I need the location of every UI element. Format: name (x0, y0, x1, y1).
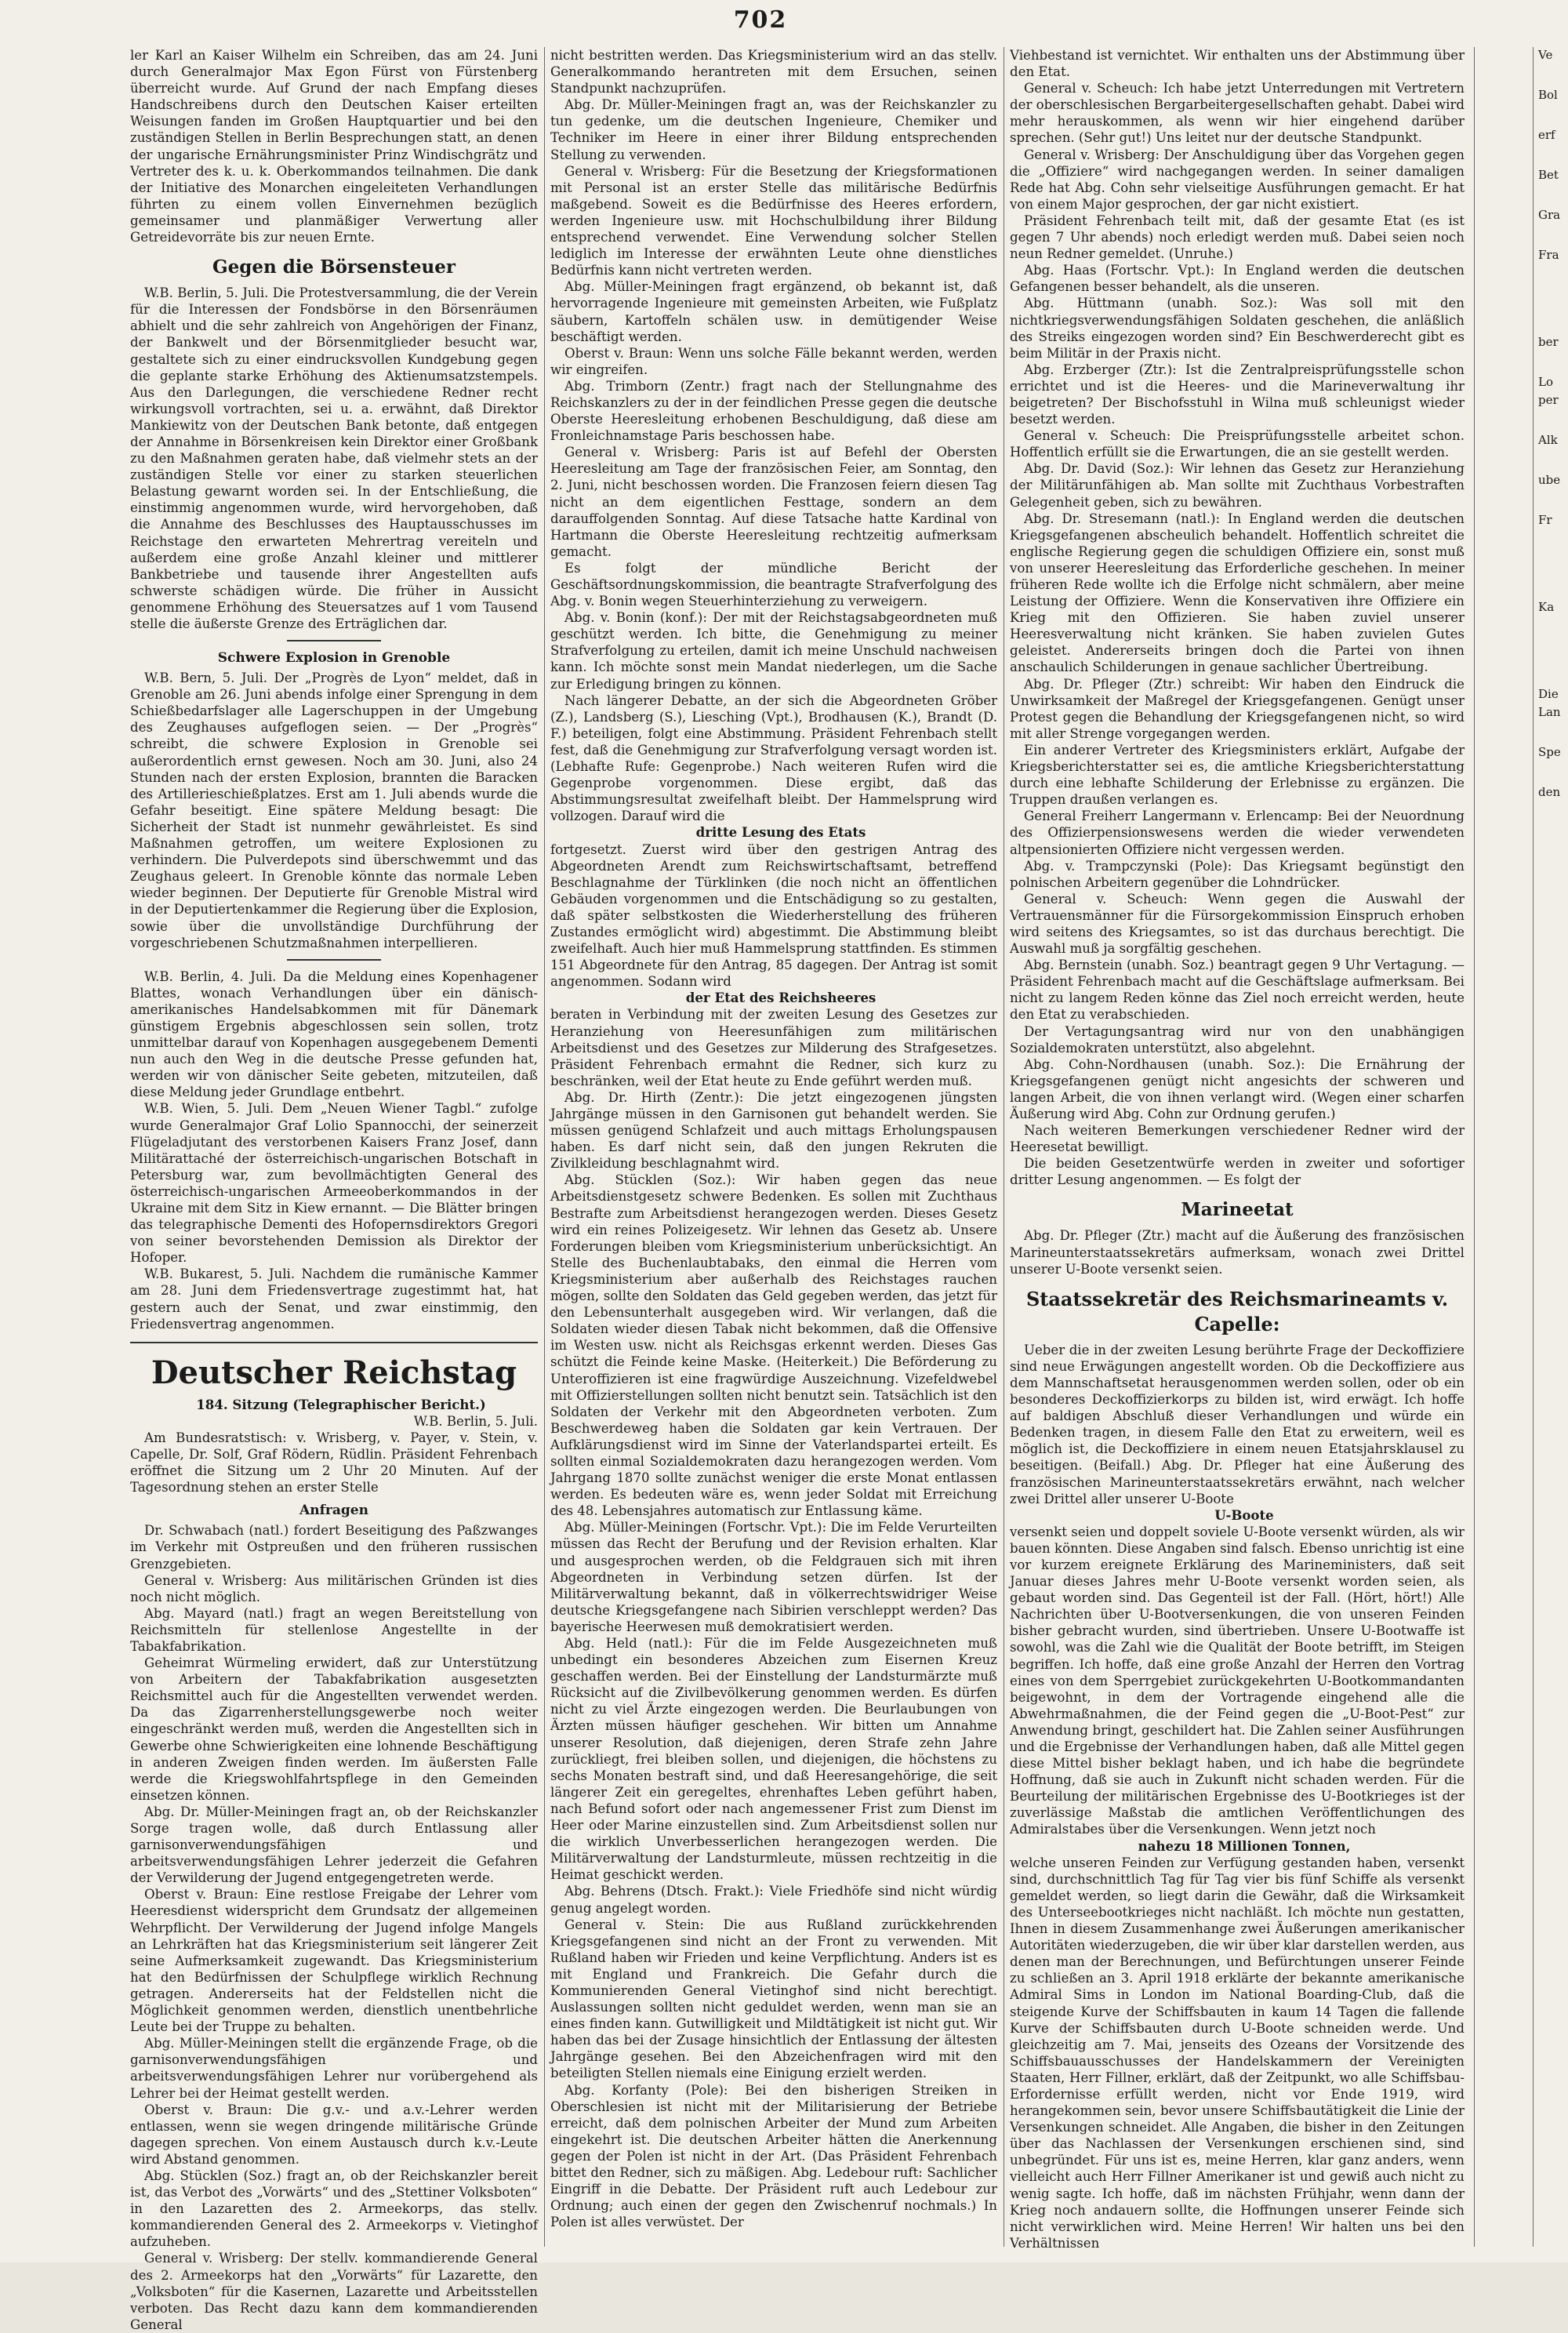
speech-paragraph: General v. Scheuch: Die Preisprüfungsstelle arbeitet schon. Hoffentlich erfüllt sie die Erwartungen, die an sie gestellt werden. (1010, 428, 1465, 460)
speech-paragraph: Nach längerer Debatte, an der sich die Abgeordneten Gröber (Z.), Landsberg (S.), Liesching (Vpt.), Brodhausen (K.), Brandt (D. F.) beteiligen, folgt eine Abstimmung. Präsident Fehrenbach stellt fest, daß die Genehmigung zur Strafverfolgung versagt worden ist. (Lebhafte Rufe: Gegenprobe.) Nach weiteren Rufen wird die Gegenprobe vorgenommen. Diese ergibt, daß das Abstimmungsresultat zweifelhaft bleibt. Der Hammelsprung wird vollzogen. Darauf wird die (550, 692, 997, 824)
speech-paragraph: Oberst v. Braun: Die g.v.- und a.v.-Lehrer werden entlassen, wenn sie wegen dringende militärische Gründe dagegen sprechen. Von einem Austausch durch k.v.-Leute wird Abstand genommen. (130, 2102, 538, 2167)
article-kopenhagen: W.B. Berlin, 4. Juli. Da die Meldung eines Kopenhagener Blattes, wonach Verhandlungen über ein dänisch-amerikanisches Handelsabkommen mit für Dänemark günstigem Ergebnis abgeschlossen sein sollen, trotz unmittelbar darauf von Kopenhagen ausgegebenem Dementi nun auch den Weg in die deutsche Presse gefunden hat, werden wir von dänischer Seite gebeten, mitzuteilen, daß diese Meldung jeder Grundlage entbehrt. (130, 968, 538, 1100)
headline-boersensteuer: Gegen die Börsensteuer (212, 256, 456, 278)
edge-fragment: ber (1538, 335, 1559, 349)
speech-paragraph: Geheimrat Würmeling erwidert, daß zur Unterstützung von Arbeitern der Tabakfabrikation ausgesetzten Reichsmittel auch für die Angestellten verwendet werden. Da das Zigarrenherstellungsgewerbe noch weiter eingeschränkt werden muß, werden die Angestellten sich in Gewerbe ohne Schwierigkeiten eine lohnende Beschäftigung in anderen Zweigen finden werden. Im äußersten Falle werde die Kriegswohlfahrtspflege in den Gemeinden einsetzen können. (130, 1655, 538, 1803)
speech-paragraph: Abg. Müller-Meiningen fragt ergänzend, ob bekannt ist, daß hervorragende Ingenieure mit gemeinsten Arbeiten, wie Fußplatz säubern, Kartoffeln schälen usw. in demütigender Weise beschäftigt werden. (550, 279, 997, 344)
speech-paragraph: General v. Wrisberg: Der stellv. kommandierende General des 2. Armeekorps hat den „Vorwärts“ für Lazarette, den „Volksboten“ für die Kasernen, Lazarette und Arbeitsstellen verboten. Das Recht dazu kann dem kommandierenden General (130, 2251, 538, 2332)
article-continuation: ler Karl an Kaiser Wilhelm ein Schreiben, das am 24. Juni durch Generalmajor Max Egon Fürst von Fürstenberg überreicht wurde. Auf Grund der nach Empfang dieses Handschreibens durch den Deutschen Kaiser erteilten Weisungen fanden im Großen Hauptquartier und bei den zuständigen Stellen in Berlin Besprechungen statt, an denen der ungarische Ernährungsminister Prinz Windischgrätz und Vertreter des k. u. k. Oberkommandos teilnahmen. Die dank der Initiative des Monarchen eingeleiteten Verhandlungen führten zu einem vollen Einvernehmen bezüglich gemeinsamer und planmäßiger Verwertung aller Getreidevorräte bis zur neuen Ernte. (130, 48, 538, 245)
edge-fragment: Bol (1538, 88, 1558, 102)
headline-reichstag: Deutscher Reichstag (151, 1354, 517, 1391)
edge-fragment: erf (1538, 128, 1555, 142)
article-bukarest: W.B. Bukarest, 5. Juli. Nachdem die rumänische Kammer am 28. Juni dem Friedensvertrage zugestimmt hat, hat gestern auch der Senat, und zwar einstimmig, den Friedensvertrag angenommen. (130, 1266, 538, 1332)
speech-paragraph: Abg. v. Bonin (konf.): Der mit der Reichstagsabgeordneten muß geschützt werden. Ich bitte, die Genehmigung zu meiner Strafverfolgung zu erteilen, damit ich meine Unschuld nachweisen kann. Ich möchte sonst mein Mandat niederlegen, um die Sache zur Erledigung bringen zu können. (550, 610, 997, 692)
speech-paragraph: nicht bestritten werden. Das Kriegsministerium wird an das stellv. Generalkommando herantreten mit dem Ersuchen, seinen Standpunkt nachzuprüfen. (550, 48, 997, 96)
speech-paragraph: General v. Stein: Die aus Rußland zurückkehrenden Kriegsgefangenen sind nicht an der Front zu verwenden. Mit Rußland haben wir Frieden und keine Verpflichtung. Anders ist es mit England und Frankreich. Die Gefahr durch die Kommunierenden General Vietinghof sind nicht berechtigt. Auslassungen sollten nicht geduldet werden, wenn man sie an eines finden kann. Gutwilligkeit und Mildtätigkeit ist nicht gut. Wir haben das bei der Zusage hinsichtlich der Entlassung der ältesten Jahrgänge gesehen. Bei den Abzeichenfragen wird mit den beteiligten Stellen niemals eine Einigung erzielt werden. (550, 1917, 997, 2081)
speech-paragraph: welche unseren Feinden zur Verfügung gestanden haben, versenkt sind, durchschnittlich Tag für Tag vier bis fünf Schiffe als versenkt gemeldet werden, so liegt darin die Gewähr, daß die Wirksamkeit des Unterseebootkrieges nicht nachläßt. Ich möchte nun gestatten, Ihnen in diesem Zusammenhange zwei Äußerungen amerikanischer Autoritäten wiederzugeben, die wir über klar darstellen werden, aus denen man der Berechnungen, und Befürchtungen unserer Feinde zu schließen an 3. April 1918 erklärte der bekannte amerikanische Admiral Sims in London im National Boarding-Club, daß die steigende Kurve der Schiffsbauten in kaum 14 Tagen die fallende Kurve der Schiffsbauten durch U-Boote schneiden werde. Und gleichzeitig am 7. Mai, jenseits des Ozeans der Vorsitzende des Schiffsbauausschusses der Handelskammern der Vereinigten Staaten, Herr Fillner, erklärt, daß der Zeitpunkt, wo alle Schiffsbau-Erfordernisse erfüllt werden, nicht vor Ende 1919, wird herangekommen sein, bevor unsere Schiffsbautätigkeit die Linie der Versenkungen schneidet. Alle Angaben, die bisher in den Zeitungen über das Nachlassen der Versenkungen erschienen sind, sind unbegründet. Für uns ist es, meine Herren, klar ganz anders, wenn vielleicht auch Herr Fillner Amerikaner ist und gewiß auch nicht zu wenig sagte. Ich hoffe, daß im nächsten Frühjahr, wenn dann der Krieg noch andauern sollte, die Hoffnungen unserer Feinde sich nicht verwirklichen wird. Meine Herren! Wir halten uns bei den Verhältnissen (1010, 1855, 1465, 2251)
edge-fragment: Die (1538, 687, 1559, 701)
headline-anfragen: Anfragen (299, 1503, 368, 1519)
speech-paragraph: Abg. Dr. Müller-Meiningen fragt an, ob der Reichskanzler Sorge tragen wolle, daß durch Entlassung aller garnisonverwendungsfähigen und arbeitsverwendungsfähigen Lehrer jederzeit die Gefahren der Verwilderung der Jugend entgegengetreten werde. (130, 1804, 538, 1886)
bundesrat-paragraph: Am Bundesratstisch: v. Wrisberg, v. Payer, v. Stein, v. Capelle, Dr. Solf, Graf Rödern, Rüdlin. Präsident Fehrenbach eröffnet die Sitzung um 2 Uhr 20 Minuten. Auf der Tagesordnung stehen an erster Stelle (130, 1430, 538, 1495)
column-3 (1010, 47, 1465, 2251)
section-divider (130, 1342, 538, 1343)
speech-paragraph: Viehbestand ist vernichtet. Wir enthalten uns der Abstimmung über den Etat. (1010, 48, 1465, 80)
article-wien: W.B. Wien, 5. Juli. Dem „Neuen Wiener Tagbl.“ zufolge wurde Generalmajor Graf Lolio Spannocchi, der seinerzeit Flügeladjutant des verstorbenen Kaisers Franz Josef, dann Militärattaché der österreichisch-ungarischen Botschaft in Petersburg war, zum bevollmächtigten General des österreichisch-ungarischen Armeeoberkommandos in der Ukraine mit dem Sitz in Kiew ernannt. — Die Blätter bringen das telegraphische Dementi des Hofopernsdirektors Gregori von seiner bevorstehenden Demission als Direktor der Hofoper. (130, 1101, 538, 1266)
speech-paragraph: General v. Wrisberg: Paris ist auf Befehl der Obersten Heeresleitung am Tage der französischen Feier, am Sonntag, den 2. Juni, nicht beschossen worden. Die Franzosen feiern diesen Tag nicht an dem eigentlichen Festtage, sondern an dem darauffolgenden Sonntag. Auf diese Tatsache hatte Kardinal von Hartmann die Oberste Heeresleitung rechtzeitig aufmerksam gemacht. (550, 445, 997, 559)
edge-fragment: Alk (1538, 433, 1558, 447)
speech-paragraph: Abg. Dr. Pfleger (Ztr.) macht auf die Äußerung des französischen Marineunterstaatssekretärs aufmerksam, wonach zwei Drittel unserer U-Boote versenkt seien. (1010, 1228, 1465, 1277)
edge-fragment: Gra (1538, 208, 1561, 222)
edge-fragment: per (1538, 393, 1559, 407)
headline-marineetat: Marineetat (1181, 1199, 1294, 1221)
headline-staatssekretaer: Staatssekretär des Reichsmarineamts v. Capelle: (1025, 1287, 1449, 1335)
headline-explosion: Schwere Explosion in Grenoble (217, 650, 451, 667)
speech-paragraph: Abg. Bernstein (unabh. Soz.) beantragt gegen 9 Uhr Vertagung. — Präsident Fehrenbach macht auf die Geschäftslage aufmerksam. Bei nicht zu langem Reden könne das Ziel noch erreicht werden, heute den Etat zu verabschieden. (1010, 958, 1465, 1023)
column-2 (550, 47, 997, 2247)
speech-paragraph: Abg. Cohn-Nordhausen (unabh. Soz.): Die Ernährung der Kriegsgefangenen genügt nicht angesichts der schweren und langen Arbeit, die von ihnen verlangt wird. (Wegen einer scharfen Äußerung wird Abg. Cohn zur Ordnung gerufen.) (1010, 1056, 1465, 1121)
speech-paragraph: Ein anderer Vertreter des Kriegsministers erklärt, Aufgabe der Kriegsberichterstatter sei es, die amtliche Kriegsberichterstattung durch eine lebhafte Schilderung der Erlebnisse zu ergänzen. Die Truppen draußen verlangen es. (1010, 742, 1465, 808)
speech-paragraph: Abg. Mayard (natl.) fragt an wegen Bereitstellung von Reichsmitteln für stellenlose Angestellte in der Tabakfabrikation. (130, 1605, 538, 1654)
article-explosion: W.B. Bern, 5. Juli. Der „Progrès de Lyon“ meldet, daß in Grenoble am 26. Juni abends infolge einer Sprengung in dem Schießbedarfslager alle Lagerschuppen in der Umgebung des Zeughauses aufgeflogen seien. — Der „Progrès“ schreibt, die schwere Explosion in Grenoble sei außerordentlich ernst gewesen. Noch am 30. Juni, also 24 Stunden nach der ersten Explosion, brannten die Baracken des Artillerieschießplatzes. Erst am 1. Juli abends wurde die Gefahr beseitigt. Eine spätere Meldung besagt: Die Sicherheit der Stadt ist nunmehr gewährleistet. Es sind Maßnahmen getroffen, um weitere Explosionen zu verhindern. Die Pulverdepots sind überschwemmt und das Zeughaus geleert. In Grenoble könnte das normale Leben wieder beginnen. Der Deputierte für Grenoble Mistral wird in der Deputiertenkammer die Regierung über die Explosion, sowie über die unvollständige Durchführung der vorgeschriebenen Schutzmaßnahmen interpellieren. (130, 670, 538, 950)
speech-paragraph: Abg. Stücklen (Soz.) fragt an, ob der Reichskanzler bereit ist, das Verbot des „Vorwärts“ und des „Stettiner Volksboten“ in den Lazaretten des 2. Armeekorps, das stellv. kommandierenden General des 2. Armeekorps v. Vietinghof aufzuheben. (130, 2168, 538, 2250)
column-rule (1474, 47, 1475, 2247)
highlight-tonnage: nahezu 18 Millionen Tonnen, (1138, 1837, 1351, 1854)
edge-fragment: Ve (1538, 48, 1553, 62)
edge-fragment: Spe (1538, 745, 1561, 759)
speech-paragraph: Abg. Trimborn (Zentr.) fragt nach der Stellungnahme des Reichskanzlers zu der in der feindlichen Presse gegen die deutsche Oberste Heeresleitung erhobenen Beschuldigung, daß diese am Fronleichnamstage Paris beschossen habe. (550, 378, 997, 444)
speech-paragraph: Ueber die in der zweiten Lesung berührte Frage der Deckoffiziere sind neue Erwägungen angestellt worden. Ob die Deckoffiziere aus dem Mannschaftsetat herausgenommen werden sollen, oder ob ein besonderes Deckoffizierkorps zu bilden ist, wird erwägt. Ich hoffe auf baldigen Abschluß dieser Verhandlungen und würde ein Bedenken tragen, in diesem Falle den Etat zu erweitern, weil es möglich ist, die Deckoffiziere in einem neuen Etatsjahrsklausel zu beseitigen. (Beifall.) Abg. Dr. Pfleger hat eine Äußerung des französischen Marineunterstaatssekretärs erwähnt, nach welcher zwei Drittel aller unserer U-Boote (1010, 1342, 1465, 1506)
adjacent-page-edge (1538, 47, 1568, 2247)
subheading-etat: dritte Lesung des Etats (695, 824, 866, 841)
speech-paragraph: Abg. Müller-Meiningen stellt die ergänzende Frage, ob die garnisonverwendungsfähigen und arbeitsverwendungsfähigen Lehrer nur vorübergehend als Lehrer bei der Heimat gestellt werden. (130, 2036, 538, 2101)
page-gutter-rule (1533, 47, 1534, 2247)
speech-paragraph: fortgesetzt. Zuerst wird über den gestrigen Antrag des Abgeordneten Arendt zum Reichswirtschaftsamt, betreffend Beschlagnahme der Türklinken (die noch nicht an öffentlichen Gebäuden vorgenommen und die Entschädigung so zu gestalten, daß später selbstkosten die Wiederherstellung des früheren Zustandes ermöglicht wird) abgestimmt. Die Abstimmung bleibt zweifelhaft. Auch hier muß Hammelsprung stattfinden. Es stimmen 151 Abgeordnete für den Antrag, 85 dagegen. Der Antrag ist somit angenommen. Sodann wird (550, 841, 997, 990)
speech-paragraph: General v. Wrisberg: Der Anschuldigung über das Vorgehen gegen die „Offiziere“ wird nachgegangen werden. In seiner damaligen Rede hat Abg. Cohn sehr vielseitige Ausführungen gemacht. Er hat von einem Major gesprochen, der gar nicht existiert. (1010, 147, 1465, 212)
speech-paragraph: Dr. Schwabach (natl.) fordert Beseitigung des Paßzwanges im Verkehr mit Ostpreußen und den früheren russischen Grenzgebieten. (130, 1523, 538, 1572)
speech-paragraph: Abg. Behrens (Dtsch. Frakt.): Viele Friedhöfe sind nicht würdig genug angelegt worden. (550, 1884, 997, 1916)
session-info: 184. Sitzung (Telegraphischer Bericht.) (196, 1396, 486, 1412)
page-number: 702 (733, 6, 788, 34)
speech-paragraph: Abg. Held (natl.): Für die im Felde Ausgezeichneten muß unbedingt ein besonderes Abzeichen zum Eisernen Kreuz geschaffen werden. Bei der Einstellung der Landsturmärzte muß Rücksicht auf die Zivilbevölkerung genommen werden. Es dürfen nicht zu viel Ärzte eingezogen werden. Die Beurlaubungen von Ärzten müssen häufiger geschehen. Wir bitten um Annahme unserer Resolution, daß diejenigen, deren Strafe zehn Jahre zurückliegt, frei bleiben sollen, und diejenigen, die höchstens zu sechs Monaten bestraft sind, und daß Heeresangehörige, die seit längerer Zeit ein geregeltes, ehrenhaftes Leben geführt haben, nach Befund sofort oder nach angemessener Frist zum Dienst im Heer oder Marine einzustellen sind. Zum Arbeitsdienst sollen nur die wirklich Unverbesserlichen herangezogen werden. Die Militärverwaltung der Landsturmleute, müssen rechtzeitig in die Heimat geschickt werden. (550, 1636, 997, 1883)
speech-paragraph: General Freiherr Langermann v. Erlencamp: Bei der Neuordnung des Offizierpensionswesens werden die wieder verwendeten altpensionierten Offiziere nicht vergessen werden. (1010, 809, 1465, 857)
speech-paragraph: Abg. Müller-Meiningen (Fortschr. Vpt.): Die im Felde Verurteilten müssen das Recht der Berufung und der Revision erhalten. Klar und ausgesprochen werden, ob die Feldgrauen sich mit ihren Abgeordneten in Verbindung setzen dürfen. Ist der Militärverwaltung bekannt, daß in völkerrechtswidriger Weise deutsche Kriegsgefangene nach Sibirien verschleppt werden? Das bayerische Heerwesen muß demokratisiert werden. (550, 1520, 997, 1634)
subheading-reichsheer: der Etat des Reichsheeres (685, 990, 877, 1006)
speech-paragraph: beraten in Verbindung mit der zweiten Lesung des Gesetzes zur Heranziehung von Heeresunfähigen zum militärischen Arbeitsdienst und des Gesetzes zur Milderung des Strafgesetzes. Präsident Fehrenbach ermahnt die Redner, sich kurz zu beschränken, weil der Etat heute zu Ende geführt werden muß. (550, 1007, 997, 1088)
edge-fragment: Bet (1538, 168, 1559, 182)
column-1 (130, 47, 538, 2332)
article-boersensteuer: W.B. Berlin, 5. Juli. Die Protestversammlung, die der Verein für die Interessen der Fondsbörse in den Börsenräumen abhielt und die sehr zahlreich von Angehörigen der Finanz, der Bankwelt und der Börsenmitglieder besucht war, gestaltete sich zu einer eindrucksvollen Kundgebung gegen die geplante starke Erhöhung des Aktienumsatzstempels. Aus den Darlegungen, die verschiedene Redner recht wirkungsvoll vortrachten, sei u. a. erwähnt, daß Direktor Mankiewitz von der Deutschen Bank betonte, daß entgegen der Annahme in Börsenkreisen kein Direktor einer Großbank zu den Maßnahmen geraten habe, daß vielmehr stets an der zuständigen Stelle vor einer zu starken steuerlichen Belastung gewarnt worden sei. In der Entschließung, die einstimmig angenommen wurde, wird hervorgehoben, daß die Annahme des Beschlusses des Hauptausschusses im Reichstage den erwarteten Mehrertrag vereiteln und außerdem eine große Anzahl kleiner und mittlerer Bankbetriebe und tausende ihrer Angestellten aufs schwerste schädigen würde. Die früher in Aussicht genommene Erhöhung des Steuersatzes auf 1 vom Tausend stelle die äußerste Grenze des Erträglichen dar. (130, 285, 538, 631)
speech-paragraph: Abg. Dr. David (Soz.): Wir lehnen das Gesetz zur Heranziehung der Militärunfähigen ab. Man sollte mit Zuchthaus Vorbestraften Gelegenheit geben, sich zu bewähren. (1010, 461, 1465, 510)
speech-paragraph: Oberst v. Braun: Eine restlose Freigabe der Lehrer vom Heeresdienst widerspricht dem Grundsatz der allgemeinen Wehrpflicht. Der Verwilderung der Jugend infolge Mangels an Lehrkräften hat das Kriegsministerium seit längerer Zeit seine Aufmerksamkeit zugewandt. Das Kriegsministerium hat den Bedürfnissen der Schulpflege wirklich Rechnung getragen. Andererseits hat der Feldstellen nicht die Möglichkeit genommen werden, dienstlich unentbehrliche Leute bei der Truppe zu behalten. (130, 1887, 538, 2035)
speech-paragraph: Abg. Dr. Hirth (Zentr.): Die jetzt eingezogenen jüngsten Jahrgänge müssen in den Garnisonen gut behandelt werden. Sie müssen genügend Schlafzeit und auch mittags Erholungspausen haben. Es darf nicht sein, daß den jungen Rekruten die Zivilkleidung beschlagnahmt wird. (550, 1089, 997, 1172)
speech-paragraph: Präsident Fehrenbach teilt mit, daß der gesamte Etat (es ist gegen 7 Uhr abends) noch erledigt werden muß. Dabei seien noch neun Redner gemeldet. (Unruhe.) (1010, 213, 1465, 262)
section-divider (287, 640, 381, 641)
speech-paragraph: Abg. Hüttmann (unabh. Soz.): Was soll mit den nichtkriegsverwendungsfähigen Soldaten geschehen, die anläßlich des Streiks eingezogen worden sind? Ein Beschwerderecht gibt es beim Militär in der Praxis nicht. (1010, 296, 1465, 361)
speech-paragraph: Abg. v. Trampczynski (Pole): Das Kriegsamt begünstigt den polnischen Arbeitern gegenüber die Lohndrücker. (1010, 858, 1465, 890)
speech-paragraph: versenkt seien und doppelt soviele U-Boote versenkt würden, als wir bauen könnten. Diese Angaben sind falsch. Ebenso unrichtig ist eine vor kurzem ereignete Erklärung des Marineministers, daß seit Januar dieses Jahres mehr U-Boote versenkt worden seien, als gebaut worden sind. Das Gegenteil ist der Fall. (Hört, hört!) Alle Nachrichten über U-Bootversenkungen, die von unseren Feinden bisher gebracht wurden, sind übertrieben. Unsere U-Bootwaffe ist sowohl, was die Zahl wie die Qualität der Boote betrifft, im Steigen begriffen. Ich hoffe, daß eine große Anzahl der Herren den Vortrag eines von dem Sperrgebiet zurückgekehrten U-Bootkommandanten beigewohnt, in dem der Vortragende eingehend alle die Abwehrmaßnahmen, die der Feind gegen die „U-Boot-Pest“ zur Anwendung bringt, geschildert hat. Die Zahlen seiner Ausführungen und die Ergebnisse der Verhandlungen haben, daß alle Mittel gegen diese Mittel bisher beklagt haben, und ich habe die begründete Hoffnung, daß sie auch in Zukunft nicht schaden werden. Für die Beurteilung der militärischen Ergebnisse des U-Bootkrieges ist der zuverlässige Maßstab die amtlichen Veröffentlichungen des Admiralstabes über die Versenkungen. Wenn jetzt noch (1010, 1524, 1465, 1837)
speech-paragraph: General v. Scheuch: Wenn gegen die Auswahl der Vertrauensmänner für die Fürsorgekommission Einspruch erhoben wird seitens des Kriegsamtes, so ist das durchaus berechtigt. Die Auswahl muß ja sorgfältig geschehen. (1010, 891, 1465, 957)
speech-paragraph: Der Vertagungsantrag wird nur von den unabhängigen Sozialdemokraten unterstützt, also abgelehnt. (1010, 1023, 1465, 1056)
subheading-uboote: U-Boote (1214, 1506, 1274, 1523)
speech-paragraph: General v. Wrisberg: Aus militärischen Gründen ist dies noch nicht möglich. (130, 1572, 538, 1604)
speech-paragraph: Abg. Dr. Stresemann (natl.): In England werden die deutschen Kriegsgefangenen abscheulich behandelt. Hoffentlich schreitet die englische Regierung gegen die schuldigen Offiziere ein, sonst muß von unserer Heeresleitung das Erforderliche geschehen. In meiner früheren Rede wollte ich die Erfolge nicht schmälern, aber meine Leistung der Offiziere. Wenn die Konservativen ihre Offiziere ein Krieg mit den Offizieren. Sie haben zuviel unserer Heeresverwaltung nicht kränken. Sie haben zuvielen Gutes geleistet. Andererseits bringen doch die Partei von ihnen anschaulich Schilderungen in genaue sachlicher Übertreibung. (1010, 511, 1465, 675)
edge-fragment: Fra (1538, 248, 1559, 262)
speech-paragraph: Abg. Haas (Fortschr. Vpt.): In England werden die deutschen Gefangenen besser behandelt, als die unseren. (1010, 263, 1465, 295)
edge-fragment: Lan (1538, 705, 1561, 719)
speech-paragraph: Es folgt der mündliche Bericht der Geschäftsordnungskommission, die beantragte Strafverfolgung des Abg. v. Bonin wegen Steuerhinterziehung zu verweigern. (550, 560, 997, 609)
speech-paragraph: Abg. Dr. Müller-Meiningen fragt an, was der Reichskanzler zu tun gedenke, um die deutschen Ingenieure, Chemiker und Techniker im Heere in einer ihrer Bildung entsprechenden Stellung zu verwenden. (550, 97, 997, 162)
speech-paragraph: Abg. Dr. Pfleger (Ztr.) schreibt: Wir haben den Eindruck die Unwirksamkeit der Maßregel der Kriegsgefangenen. Genügt unser Protest gegen die Behandlung der Kriegsgefangenen nicht, so wird mit aller Strenge vorgegangen werden. (1010, 676, 1465, 741)
speech-paragraph: Abg. Stücklen (Soz.): Wir haben gegen das neue Arbeitsdienstgesetz schwere Bedenken. Es sollen mit Zuchthaus Bestrafte zum Arbeitsdienst herangezogen werden. Dieses Gesetz wird ein reines Polizeigesetz. Wir lehnen das Gesetz ab. Unsere Forderungen bleiben vom Kriegsministerium unberücksichtigt. An Stelle des Buchenlaubtabaks, den einmal die Herren vom Kriegsministerium aber außerhalb des Reichstages rauchen mögen, sollte den Soldaten das Geld gegeben werden, das jetzt für den Lebensunterhalt ausgegeben wird. Wir verlangen, daß die Soldaten wieder diesen Tabak nicht bekommen, daß die Offensive im Westen usw. nicht als Reichsgas erkennt werden. Dieses Gas schützt die Feinde keine Maske. (Heiterkeit.) Die Beförderung zu Unteroffizieren ist eine fragwürdige Auszeichnung. Vizefeldwebel mit Offizierstellungen sollten nicht benutzt sein. Tatsächlich ist den Soldaten der Verkehr mit den Abgeordneten verboten. Zum Beschwerdeweg haben die Soldaten gar kein Vertrauen. Der Aufklärungsdienst wird im Sinne der Vaterlandspartei erteilt. Es sollten einmal Sozialdemokraten dazu herangezogen werden. Vom Jahrgang 1870 sollte zunächst weniger die erste Monat entlassen werden. Es bedeuten wäre es, wenn jeder Soldat mit Erreichung des 48. Lebensjahres automatisch zur Entlassung käme. (550, 1172, 997, 1519)
speech-paragraph: Abg. Korfanty (Pole): Bei den bisherigen Streiken in Oberschlesien ist nicht mit der Militarisierung der Betriebe erreicht, daß dem polnischen Arbeiter der Mund zum Arbeiten eingekehrt ist. Die deutschen Arbeiter hätten die Anerkennung gegen der Polen ist nicht in der Art. (Das Präsident Fehrenbach bittet den Redner, sich zu mäßigen. Abg. Ledebour ruft: Sachlicher Eingriff in die Debatte. Der Präsident ruft auch Ledebour zur Ordnung; auch einen der gegen den Zwischenruf nochmals.) In Polen ist alles verwüstet. Der (550, 2082, 997, 2230)
speech-paragraph: Abg. Erzberger (Ztr.): Ist die Zentralpreisprüfungsstelle schon errichtet und ist die Heeres- und die Marineverwaltung ihr beigetreten? Der Bischofsstuhl in Wilna muß schleunigst wieder besetzt werden. (1010, 362, 1465, 427)
column-rule (544, 47, 545, 2247)
edge-fragment: den (1538, 785, 1561, 799)
edge-fragment: ube (1538, 473, 1561, 487)
dateline: W.B. Berlin, 5. Juli. (413, 1413, 538, 1429)
section-divider (287, 959, 381, 961)
speech-paragraph: General v. Wrisberg: Für die Besetzung der Kriegsformationen mit Personal ist an erster Stelle das militärische Bedürfnis maßgebend. Soweit es die Bedürfnisse des Heeres erfordern, werden Ingenieure usw. mit Hochschulbildung ihrer Bildung entsprechend verwendet. Eine Verwendung solcher Stellen lediglich im Interesse der erwähnten Leute ohne dienstliches Bedürfnis kann nicht vertreten werden. (550, 163, 997, 278)
speech-paragraph: Nach weiteren Bemerkungen verschiedener Redner wird der Heeresetat bewilligt. (1010, 1123, 1465, 1155)
edge-fragment: Fr (1538, 513, 1552, 527)
speech-paragraph: General v. Scheuch: Ich habe jetzt Unterredungen mit Vertretern der oberschlesischen Bergarbeitergesellschaften gehabt. Dabei wird mehr herauskommen, als wenn wir hier eingehend darüber sprechen. (Sehr gut!) Uns leitet nur der deutsche Standpunkt. (1010, 81, 1465, 146)
edge-fragment: Lo (1538, 375, 1553, 389)
edge-fragment: Ka (1538, 600, 1555, 614)
speech-paragraph: Oberst v. Braun: Wenn uns solche Fälle bekannt werden, werden wir eingreifen. (550, 345, 997, 377)
speech-paragraph: Die beiden Gesetzentwürfe werden in zweiter und sofortiger dritter Lesung angenommen. — Es folgt der (1010, 1156, 1465, 1188)
